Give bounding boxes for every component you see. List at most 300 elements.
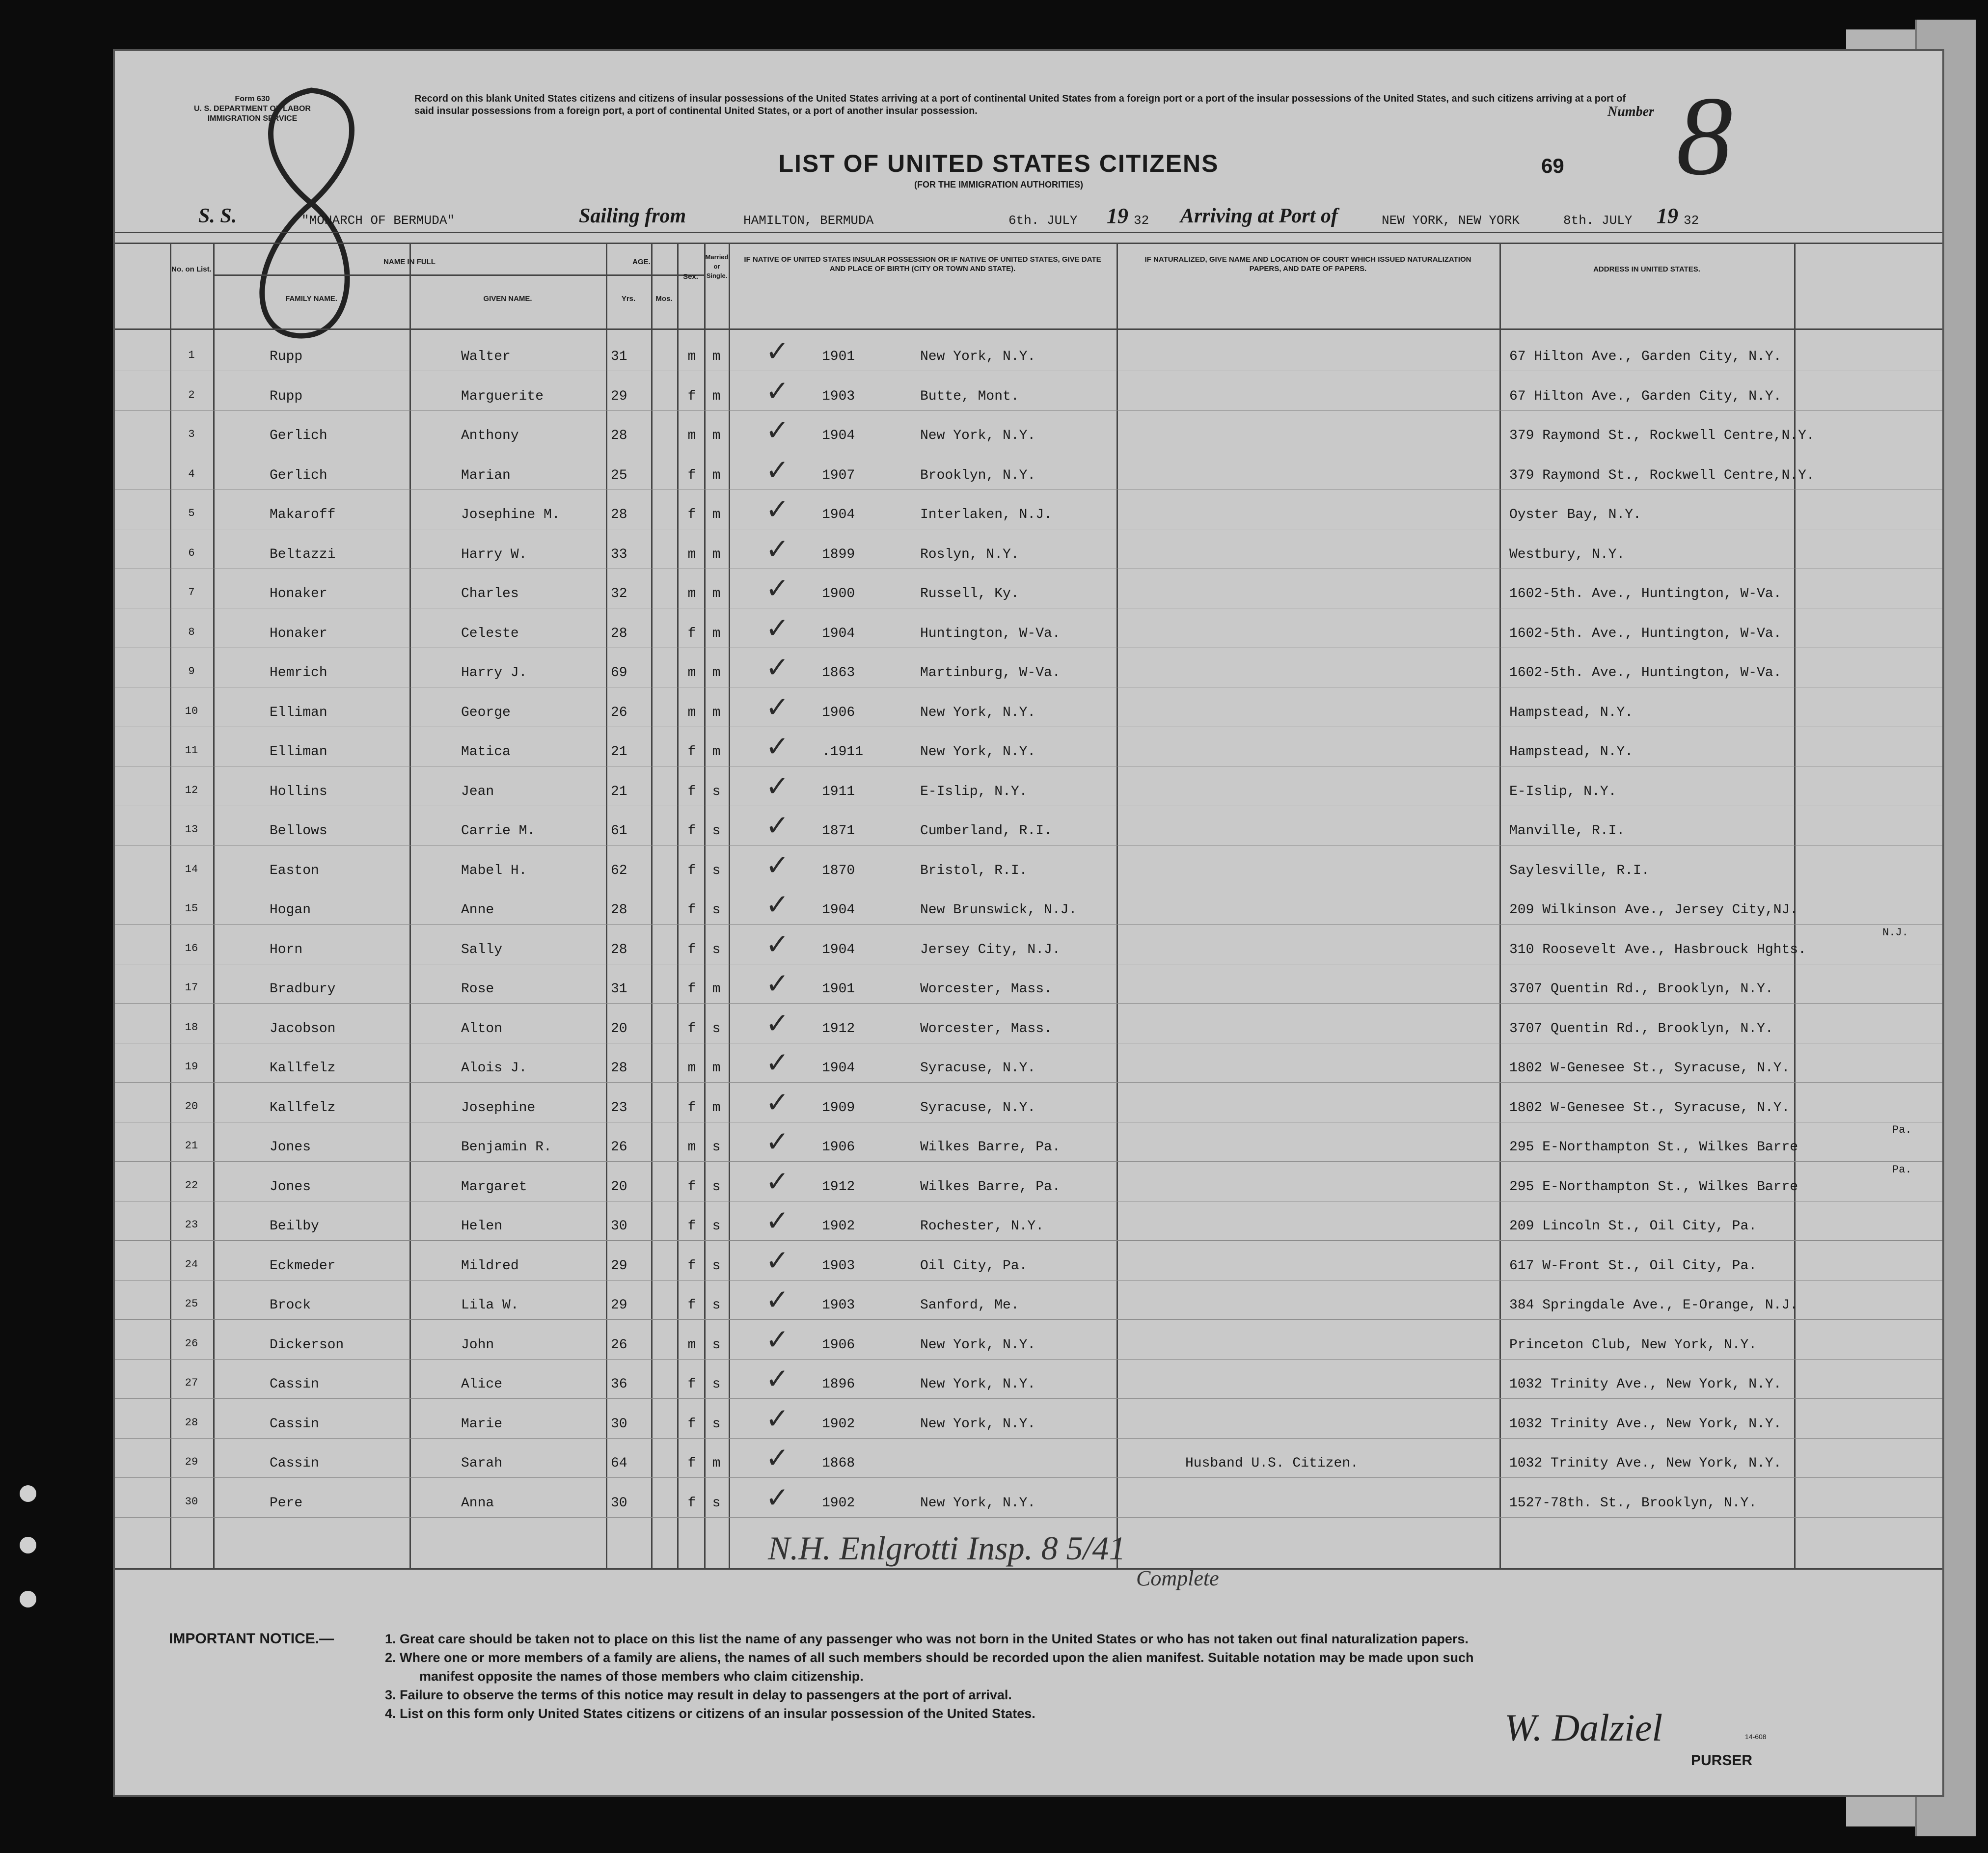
number-label: Number bbox=[1607, 104, 1654, 119]
marital-status: m bbox=[712, 1100, 721, 1116]
age-years: 26 bbox=[611, 1140, 627, 1155]
family-name: Hollins bbox=[270, 784, 327, 799]
marital-status: m bbox=[712, 626, 721, 641]
row-number: 19 bbox=[185, 1061, 198, 1073]
birth-year: 1911 bbox=[822, 784, 855, 799]
address: 1032 Trinity Ave., New York, N.Y. bbox=[1509, 1377, 1782, 1392]
birth-place: Jersey City, N.J. bbox=[920, 942, 1061, 957]
row-number: 10 bbox=[185, 705, 198, 717]
address: 310 Roosevelt Ave., Hasbrouck Hghts. bbox=[1509, 942, 1806, 957]
birth-place: Syracuse, N.Y. bbox=[920, 1100, 1036, 1116]
birth-year: 1904 bbox=[822, 626, 855, 641]
row-number: 14 bbox=[185, 863, 198, 875]
address: 1602-5th. Ave., Huntington, W-Va. bbox=[1509, 665, 1782, 681]
birth-place: Rochester, N.Y. bbox=[920, 1219, 1044, 1234]
birth-year: 1899 bbox=[822, 546, 855, 562]
sex: f bbox=[687, 626, 696, 641]
given-name: Carrie M. bbox=[461, 823, 536, 839]
check-mark-icon: ✓ bbox=[765, 888, 790, 921]
given-name: Marian bbox=[461, 467, 511, 483]
purser-label: PURSER bbox=[1691, 1752, 1753, 1769]
check-mark-icon: ✓ bbox=[765, 1006, 790, 1040]
address: 1602-5th. Ave., Huntington, W-Va. bbox=[1509, 586, 1782, 601]
marital-status: m bbox=[712, 981, 721, 997]
birth-place: New York, N.Y. bbox=[920, 1377, 1036, 1392]
sex: f bbox=[687, 942, 696, 957]
sex: f bbox=[687, 1258, 696, 1274]
age-years: 36 bbox=[611, 1377, 627, 1392]
sex: f bbox=[687, 507, 696, 522]
birth-place: Wilkes Barre, Pa. bbox=[920, 1179, 1061, 1195]
family-name: Elliman bbox=[270, 744, 327, 760]
family-name: Honaker bbox=[270, 586, 327, 601]
given-name: John bbox=[461, 1337, 494, 1353]
check-mark-icon: ✓ bbox=[765, 1125, 790, 1158]
given-name: Harry W. bbox=[461, 546, 527, 562]
address: 67 Hilton Ave., Garden City, N.Y. bbox=[1509, 388, 1782, 404]
age-years: 29 bbox=[611, 1298, 627, 1313]
marital-status: s bbox=[712, 784, 721, 799]
sex: f bbox=[687, 1416, 696, 1432]
check-mark-icon: ✓ bbox=[765, 1243, 790, 1277]
family-name: Jones bbox=[270, 1140, 311, 1155]
family-name: Makaroff bbox=[270, 507, 336, 522]
age-years: 30 bbox=[611, 1416, 627, 1432]
departure-port: HAMILTON, BERMUDA bbox=[743, 213, 874, 228]
row-number: 2 bbox=[188, 388, 195, 401]
marital-status: m bbox=[712, 665, 721, 681]
address: Princeton Club, New York, N.Y. bbox=[1509, 1337, 1757, 1353]
check-mark-icon: ✓ bbox=[765, 1441, 790, 1474]
birth-place: New York, N.Y. bbox=[920, 1416, 1036, 1432]
check-mark-icon: ✓ bbox=[765, 769, 790, 803]
row-number: 1 bbox=[188, 349, 195, 361]
age-years: 26 bbox=[611, 705, 627, 720]
birth-place: New York, N.Y. bbox=[920, 1495, 1036, 1511]
header-family-name: FAMILY NAME. bbox=[285, 295, 337, 303]
page-punch bbox=[20, 1591, 36, 1608]
birth-place: Butte, Mont. bbox=[920, 388, 1019, 404]
family-name: Eckmeder bbox=[270, 1258, 336, 1274]
birth-year: 1909 bbox=[822, 1100, 855, 1116]
arrival-port: NEW YORK, NEW YORK bbox=[1382, 213, 1520, 228]
age-years: 61 bbox=[611, 823, 627, 839]
birth-year: 1906 bbox=[822, 1337, 855, 1353]
arrival-date: 8th. JULY bbox=[1563, 213, 1633, 228]
family-name: Honaker bbox=[270, 626, 327, 641]
given-name: Walter bbox=[461, 349, 511, 364]
address: Saylesville, R.I. bbox=[1509, 863, 1650, 878]
marital-status: s bbox=[712, 823, 721, 839]
sex: f bbox=[687, 784, 696, 799]
age-years: 28 bbox=[611, 507, 627, 522]
birth-year: 1907 bbox=[822, 467, 855, 483]
birth-place: Syracuse, N.Y. bbox=[920, 1061, 1036, 1076]
page-number: 69 bbox=[1541, 154, 1564, 177]
given-name: Matica bbox=[461, 744, 511, 760]
check-mark-icon: ✓ bbox=[765, 374, 790, 408]
row-number: 8 bbox=[188, 626, 195, 638]
given-name: Anne bbox=[461, 902, 494, 918]
department: U. S. DEPARTMENT OF LABOR bbox=[194, 105, 311, 113]
check-mark-icon: ✓ bbox=[765, 492, 790, 526]
check-mark-icon: ✓ bbox=[765, 967, 790, 1000]
departure-date: 6th. JULY bbox=[1008, 213, 1078, 228]
birth-year: 1902 bbox=[822, 1495, 855, 1511]
age-years: 25 bbox=[611, 467, 627, 483]
year-prefix: 19 bbox=[1107, 204, 1128, 228]
ship-name: "MONARCH OF BERMUDA" bbox=[301, 213, 455, 228]
age-years: 28 bbox=[611, 428, 627, 443]
marital-status: s bbox=[712, 942, 721, 957]
birth-year: 1904 bbox=[822, 428, 855, 443]
row-number: 4 bbox=[188, 467, 195, 480]
row-number: 28 bbox=[185, 1416, 198, 1429]
check-mark-icon: ✓ bbox=[765, 690, 790, 724]
birth-year: 1902 bbox=[822, 1416, 855, 1432]
birth-year: .1911 bbox=[822, 744, 864, 760]
sex: f bbox=[687, 744, 696, 760]
sex: m bbox=[687, 1061, 696, 1076]
birth-place: Sanford, Me. bbox=[920, 1298, 1019, 1313]
age-years: 21 bbox=[611, 744, 627, 760]
row-number: 25 bbox=[185, 1298, 198, 1310]
marital-status: s bbox=[712, 1377, 721, 1392]
manifest-sheet bbox=[113, 49, 1944, 1797]
year-prefix-2: 19 bbox=[1657, 204, 1678, 228]
family-name: Beltazzi bbox=[270, 546, 336, 562]
header-name-in-full: NAME IN FULL bbox=[383, 258, 436, 266]
sex: f bbox=[687, 1219, 696, 1234]
address: 384 Springdale Ave., E-Orange, N.J. bbox=[1509, 1298, 1798, 1313]
row-number: 11 bbox=[185, 744, 198, 757]
notice-lead: IMPORTANT NOTICE.— bbox=[169, 1631, 334, 1647]
given-name: Marguerite bbox=[461, 388, 544, 404]
check-mark-icon: ✓ bbox=[765, 572, 790, 605]
address: 1032 Trinity Ave., New York, N.Y. bbox=[1509, 1416, 1782, 1432]
voyage-line bbox=[115, 198, 1942, 238]
row-number: 29 bbox=[185, 1456, 198, 1468]
marital-status: m bbox=[712, 507, 721, 522]
birth-place: Oil City, Pa. bbox=[920, 1258, 1028, 1274]
family-name: Easton bbox=[270, 863, 319, 878]
given-name: Alice bbox=[461, 1377, 503, 1392]
age-years: 30 bbox=[611, 1219, 627, 1234]
check-mark-icon: ✓ bbox=[765, 730, 790, 763]
given-name: Sarah bbox=[461, 1456, 503, 1471]
sex: f bbox=[687, 1298, 696, 1313]
marital-status: s bbox=[712, 1258, 721, 1274]
marital-status: s bbox=[712, 1179, 721, 1195]
row-number: 3 bbox=[188, 428, 195, 440]
marital-status: s bbox=[712, 1337, 721, 1353]
given-name: George bbox=[461, 705, 511, 720]
birth-place: Russell, Ky. bbox=[920, 586, 1019, 601]
given-name: Harry J. bbox=[461, 665, 527, 681]
sex: f bbox=[687, 1456, 696, 1471]
family-name: Jacobson bbox=[270, 1021, 336, 1036]
departure-year: 32 bbox=[1134, 213, 1149, 228]
family-name: Cassin bbox=[270, 1377, 319, 1392]
age-years: 26 bbox=[611, 1337, 627, 1353]
header-given-name: GIVEN NAME. bbox=[483, 295, 532, 303]
row-number: 20 bbox=[185, 1100, 198, 1113]
birth-year: 1903 bbox=[822, 388, 855, 404]
check-mark-icon: ✓ bbox=[765, 532, 790, 566]
check-mark-icon: ✓ bbox=[765, 1164, 790, 1198]
address: 1802 W-Genesee St., Syracuse, N.Y. bbox=[1509, 1100, 1790, 1116]
marital-status: s bbox=[712, 1298, 721, 1313]
given-name: Anthony bbox=[461, 428, 519, 443]
sex: m bbox=[687, 586, 696, 601]
ss-label: S. S. bbox=[198, 205, 237, 227]
family-name: Beilby bbox=[270, 1219, 319, 1234]
notice-item-3: 3. Failure to observe the terms of this notice may result in delay to passengers at the port of arrival. bbox=[385, 1688, 1012, 1702]
address: 67 Hilton Ave., Garden City, N.Y. bbox=[1509, 349, 1782, 364]
family-name: Bellows bbox=[270, 823, 327, 839]
birth-year: 1903 bbox=[822, 1298, 855, 1313]
birth-place: New York, N.Y. bbox=[920, 1337, 1036, 1353]
address: 209 Wilkinson Ave., Jersey City,NJ. bbox=[1509, 902, 1798, 918]
age-years: 23 bbox=[611, 1100, 627, 1116]
check-mark-icon: ✓ bbox=[765, 651, 790, 684]
birth-year: 1868 bbox=[822, 1456, 855, 1471]
birth-year: 1906 bbox=[822, 1140, 855, 1155]
check-mark-icon: ✓ bbox=[765, 848, 790, 882]
family-name: Gerlich bbox=[270, 428, 327, 443]
birth-year: 1902 bbox=[822, 1219, 855, 1234]
age-years: 62 bbox=[611, 863, 627, 878]
row-number: 16 bbox=[185, 942, 198, 954]
birth-place: Martinburg, W-Va. bbox=[920, 665, 1061, 681]
check-mark-icon: ✓ bbox=[765, 1204, 790, 1237]
marital-status: m bbox=[712, 1456, 721, 1471]
margin-note: Pa. bbox=[1892, 1163, 1912, 1176]
notice-item-4: 4. List on this form only United States citizens or citizens of an insular possession of the United States. bbox=[385, 1706, 1035, 1721]
address: 3707 Quentin Rd., Brooklyn, N.Y. bbox=[1509, 1021, 1773, 1036]
birth-year: 1896 bbox=[822, 1377, 855, 1392]
given-name: Helen bbox=[461, 1219, 503, 1234]
family-name: Cassin bbox=[270, 1416, 319, 1432]
age-years: 64 bbox=[611, 1456, 627, 1471]
address: 1602-5th. Ave., Huntington, W-Va. bbox=[1509, 626, 1782, 641]
birth-year: 1900 bbox=[822, 586, 855, 601]
given-name: Mildred bbox=[461, 1258, 519, 1274]
birth-year: 1863 bbox=[822, 665, 855, 681]
birth-place: Bristol, R.I. bbox=[920, 863, 1028, 878]
marital-status: m bbox=[712, 744, 721, 760]
sex: f bbox=[687, 1495, 696, 1511]
address: 1032 Trinity Ave., New York, N.Y. bbox=[1509, 1456, 1782, 1471]
birth-year: 1904 bbox=[822, 507, 855, 522]
birth-place: Worcester, Mass. bbox=[920, 1021, 1052, 1036]
marital-status: s bbox=[712, 902, 721, 918]
family-name: Hemrich bbox=[270, 665, 327, 681]
sex: m bbox=[687, 428, 696, 443]
birth-year: 1871 bbox=[822, 823, 855, 839]
age-years: 20 bbox=[611, 1179, 627, 1195]
family-name: Cassin bbox=[270, 1456, 319, 1471]
birth-year: 1904 bbox=[822, 1061, 855, 1076]
sex: f bbox=[687, 1179, 696, 1195]
check-mark-icon: ✓ bbox=[765, 1362, 790, 1395]
address: 295 E-Northampton St., Wilkes Barre bbox=[1509, 1179, 1798, 1195]
row-number: 17 bbox=[185, 981, 198, 994]
marital-status: m bbox=[712, 586, 721, 601]
row-number: 22 bbox=[185, 1179, 198, 1192]
header-naturalized: IF NATURALIZED, GIVE NAME AND LOCATION OF COURT WHICH ISSUED NATURALIZATION PAPERS, AND DATE OF PAPERS. bbox=[1144, 255, 1471, 273]
check-mark-icon: ✓ bbox=[765, 413, 790, 447]
sex: m bbox=[687, 349, 696, 364]
sex: m bbox=[687, 1337, 696, 1353]
address: Oyster Bay, N.Y. bbox=[1509, 507, 1641, 522]
age-years: 31 bbox=[611, 981, 627, 997]
marital-status: m bbox=[712, 1061, 721, 1076]
family-name: Jones bbox=[270, 1179, 311, 1195]
birth-year: 1870 bbox=[822, 863, 855, 878]
check-mark-icon: ✓ bbox=[765, 1085, 790, 1119]
given-name: Margaret bbox=[461, 1179, 527, 1195]
family-name: Pere bbox=[270, 1495, 303, 1511]
page-subtitle: (FOR THE IMMIGRATION AUTHORITIES) bbox=[914, 180, 1083, 190]
complete-mark: Complete bbox=[1136, 1566, 1219, 1590]
birth-year: 1912 bbox=[822, 1179, 855, 1195]
family-name: Kallfelz bbox=[270, 1061, 336, 1076]
address: 617 W-Front St., Oil City, Pa. bbox=[1509, 1258, 1757, 1274]
page-title: LIST OF UNITED STATES CITIZENS bbox=[778, 150, 1219, 177]
age-years: 28 bbox=[611, 1061, 627, 1076]
birth-year: 1901 bbox=[822, 981, 855, 997]
given-name: Josephine bbox=[461, 1100, 536, 1116]
check-mark-icon: ✓ bbox=[765, 927, 790, 961]
sex: f bbox=[687, 388, 696, 404]
age-years: 30 bbox=[611, 1495, 627, 1511]
check-mark-icon: ✓ bbox=[765, 1046, 790, 1079]
age-years: 29 bbox=[611, 1258, 627, 1274]
family-name: Bradbury bbox=[270, 981, 336, 997]
row-number: 26 bbox=[185, 1337, 198, 1350]
age-years: 21 bbox=[611, 784, 627, 799]
address: Hampstead, N.Y. bbox=[1509, 705, 1634, 720]
sex: m bbox=[687, 705, 696, 720]
given-name: Marie bbox=[461, 1416, 503, 1432]
family-name: Gerlich bbox=[270, 467, 327, 483]
address: 379 Raymond St., Rockwell Centre,N.Y. bbox=[1509, 428, 1815, 443]
address: Westbury, N.Y. bbox=[1509, 546, 1625, 562]
sex: f bbox=[687, 1021, 696, 1036]
sex: m bbox=[687, 1140, 696, 1155]
form-number: Form 630 bbox=[235, 95, 270, 103]
given-name: Charles bbox=[461, 586, 519, 601]
sex: f bbox=[687, 863, 696, 878]
row-number: 23 bbox=[185, 1219, 198, 1231]
age-years: 28 bbox=[611, 902, 627, 918]
address: 295 E-Northampton St., Wilkes Barre bbox=[1509, 1140, 1798, 1155]
given-name: Rose bbox=[461, 981, 494, 997]
birth-place: Roslyn, N.Y. bbox=[920, 546, 1019, 562]
page-punch bbox=[20, 1485, 36, 1502]
address: Hampstead, N.Y. bbox=[1509, 744, 1634, 760]
given-name: Mabel H. bbox=[461, 863, 527, 878]
birth-place: Brooklyn, N.Y. bbox=[920, 467, 1036, 483]
family-name: Kallfelz bbox=[270, 1100, 336, 1116]
family-name: Hogan bbox=[270, 902, 311, 918]
row-number: 30 bbox=[185, 1495, 198, 1508]
marital-status: m bbox=[712, 705, 721, 720]
given-name: Anna bbox=[461, 1495, 494, 1511]
marital-status: s bbox=[712, 1021, 721, 1036]
passenger-table bbox=[115, 243, 1942, 1568]
header-sex: Sex. bbox=[683, 272, 698, 281]
row-number: 12 bbox=[185, 784, 198, 796]
given-name: Lila W. bbox=[461, 1298, 519, 1313]
sex: m bbox=[687, 665, 696, 681]
birth-place: Interlaken, N.J. bbox=[920, 507, 1052, 522]
service: IMMIGRATION SERVICE bbox=[207, 114, 298, 123]
arriving-label: Arriving at Port of bbox=[1180, 205, 1338, 227]
marital-status: m bbox=[712, 467, 721, 483]
birth-place: New York, N.Y. bbox=[920, 428, 1036, 443]
marital-status: s bbox=[712, 1495, 721, 1511]
check-mark-icon: ✓ bbox=[765, 334, 790, 368]
marital-status: s bbox=[712, 1416, 721, 1432]
family-name: Elliman bbox=[270, 705, 327, 720]
family-name: Dickerson bbox=[270, 1337, 344, 1353]
age-years: 28 bbox=[611, 626, 627, 641]
notice-item-1: 1. Great care should be taken not to place on this list the name of any passenger who was not born in the United States or who has not taken out final naturalization papers. bbox=[385, 1632, 1469, 1646]
header-birth: IF NATIVE OF UNITED STATES INSULAR POSSESSION OR IF NATIVE OF UNITED STATES, GIVE DATE AND PLACE OF BIRTH (CITY OR TOWN AND STATE). bbox=[744, 255, 1101, 273]
birth-year: 1904 bbox=[822, 942, 855, 957]
check-mark-icon: ✓ bbox=[765, 1283, 790, 1316]
given-name: Josephine M. bbox=[461, 507, 560, 522]
birth-year: 1912 bbox=[822, 1021, 855, 1036]
header-married-single: Married or Single. bbox=[705, 253, 729, 279]
check-mark-icon: ✓ bbox=[765, 809, 790, 842]
header-mos: Mos. bbox=[655, 295, 673, 303]
age-years: 69 bbox=[611, 665, 627, 681]
family-name: Rupp bbox=[270, 349, 303, 364]
address: 379 Raymond St., Rockwell Centre,N.Y. bbox=[1509, 467, 1815, 483]
address: 209 Lincoln St., Oil City, Pa. bbox=[1509, 1219, 1757, 1234]
notice-item-2: 2. Where one or more members of a family are aliens, the names of all such members should be recorded upon the alien manifest. Suitable notation may be made upon such bbox=[385, 1650, 1474, 1665]
birth-year: 1904 bbox=[822, 902, 855, 918]
given-name: Jean bbox=[461, 784, 494, 799]
marital-status: m bbox=[712, 388, 721, 404]
address: E-Islip, N.Y. bbox=[1509, 784, 1617, 799]
row-number: 7 bbox=[188, 586, 195, 599]
row-number: 21 bbox=[185, 1140, 198, 1152]
family-name: Rupp bbox=[270, 388, 303, 404]
sailing-from-label: Sailing from bbox=[579, 205, 686, 227]
check-mark-icon: ✓ bbox=[765, 1401, 790, 1435]
margin-note: Pa. bbox=[1892, 1124, 1912, 1136]
check-mark-icon: ✓ bbox=[765, 1322, 790, 1356]
arrival-year: 32 bbox=[1684, 213, 1699, 228]
page-punch bbox=[20, 1537, 36, 1553]
birth-place: Worcester, Mass. bbox=[920, 981, 1052, 997]
row-number: 5 bbox=[188, 507, 195, 519]
row-number: 9 bbox=[188, 665, 195, 678]
marital-status: s bbox=[712, 863, 721, 878]
row-number: 15 bbox=[185, 902, 198, 915]
birth-place: New York, N.Y. bbox=[920, 705, 1036, 720]
family-name: Horn bbox=[270, 942, 303, 957]
given-name: Benjamin R. bbox=[461, 1140, 552, 1155]
age-years: 32 bbox=[611, 586, 627, 601]
record-instructions: Record on this blank United States citizens and citizens of insular possessions of the United States arriving at a port of continental United States from a foreign port or a port of the insular possessions of the United States, and such citizens arriving at a port of said insular possessions from a foreign port, a port of continental United States, or a port of another insular possession. bbox=[414, 93, 1626, 116]
purser-signature: W. Dalziel bbox=[1504, 1706, 1663, 1749]
row-number: 24 bbox=[185, 1258, 198, 1271]
